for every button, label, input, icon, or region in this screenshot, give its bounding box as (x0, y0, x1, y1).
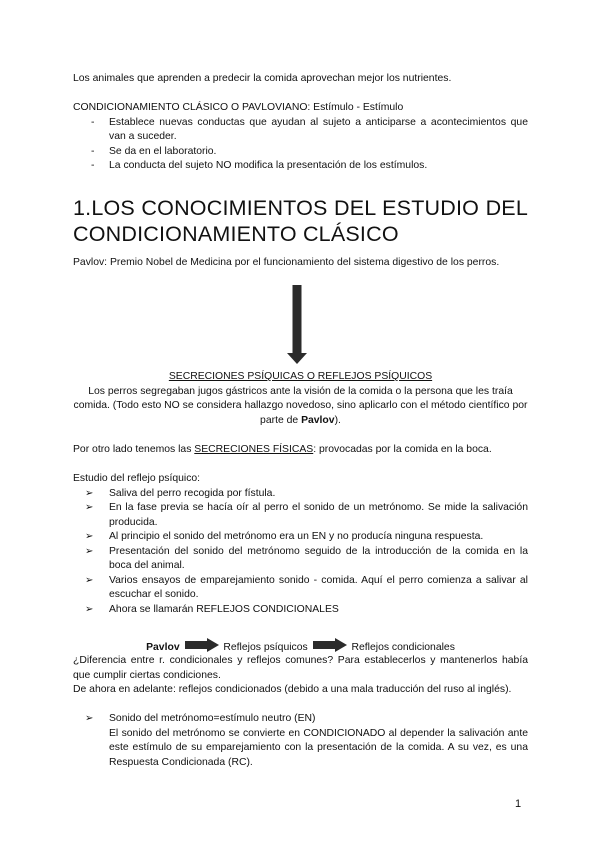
list-item: ➢ Varios ensayos de emparejamiento sonido - comida. Aquí el perro comienza a salivar al escuchar el sonido. (85, 574, 528, 600)
section-title (73, 195, 528, 247)
list-item: ➢ Ahora se llamarán REFLEJOS CONDICIONALES (73, 603, 528, 618)
secretions-section (73, 370, 528, 428)
dash-marker: - (91, 116, 95, 128)
arrow-bullet-icon: ➢ (85, 545, 94, 557)
from-now-text: De ahora en adelante: reflejos condicionados (debido a una mala traducción del ruso al inglés). (73, 684, 512, 695)
flow-psychic-reflexes: Reflejos psíquicos (223, 642, 308, 653)
list-item: - Se da en el laboratorio. (73, 145, 528, 160)
list-item: ➢ Al principio el sonido del metrónomo era un EN y no producía ninguna respuesta. (73, 530, 528, 545)
pavlov-paragraph (73, 256, 528, 271)
neutral-continuation: El sonido del metrónomo se convierte en CONDICIONADO al depender la salivación ante este estímulo de su emparejamiento con la presentación de la comida. A su vez, es una Respuesta Condicionada (RC). (109, 727, 528, 768)
question-paragraph (73, 654, 528, 698)
secretions-heading: SECRECIONES PSÍQUICAS O REFLEJOS PSÍQUICOS (168, 371, 433, 382)
arrow-bullet-icon: ➢ (85, 574, 94, 586)
dash-list (73, 116, 528, 174)
right-arrow-icon (185, 638, 219, 652)
neutral-section (73, 712, 528, 770)
conditioning-section (73, 101, 528, 174)
physical-paragraph (73, 443, 528, 458)
flow-conditional-reflexes: Reflejos condicionales (351, 642, 455, 653)
arrow-bullet-icon: ➢ (85, 603, 94, 615)
down-arrow-icon (287, 285, 307, 365)
intro-paragraph (73, 72, 528, 87)
reflex-study-section (73, 472, 528, 617)
page-title: 1.LOS CONOCIMIENTOS DEL ESTUDIO DEL CONDICIONAMIENTO CLÁSICO (73, 196, 528, 246)
question-text: ¿Diferencia entre r. condicionales y reflejos comunes? Para establecerlos y mantenerlos había que cumplir ciertas condiciones. (73, 655, 528, 681)
flow-pavlov: Pavlov (146, 642, 180, 653)
list-item: ➢ Sonido del metrónomo=estímulo neutro (EN) (73, 712, 528, 727)
neutral-list (73, 712, 528, 727)
flow-line (73, 638, 528, 656)
arrow-bullet-icon: ➢ (85, 502, 94, 513)
arrow-bullet-icon: ➢ (85, 531, 94, 542)
physical-text: Por otro lado tenemos las SECRECIONES FÍSICAS: provocadas por la comida en la boca. (73, 444, 492, 455)
arrow-bullet-icon: ➢ (85, 487, 94, 499)
secretions-text: Los perros segregaban jugos gástricos ante la visión de la comida o la persona que les traía comida. (Todo esto NO se considera hallazgo novedoso, sino aplicarlo con el método científico por parte de Pavlov). (73, 385, 528, 426)
list-item: ➢ Saliva del perro recogida por fístula. (73, 487, 528, 502)
physical-secretions-term: SECRECIONES FÍSICAS (194, 444, 314, 455)
reflex-study-heading: Estudio del reflejo psíquico: (73, 473, 201, 484)
list-item: ➢ En la fase previa se hacía oír al perro el sonido de un metrónomo. Se mide la salivación producida. (85, 502, 528, 528)
pavlov-name: Pavlov (301, 414, 335, 426)
list-item: - La conducta del sujeto NO modifica la presentación de los estímulos. (73, 159, 528, 174)
dash-marker: - (91, 145, 95, 157)
arrow-bullet-icon: ➢ (85, 713, 94, 724)
dash-marker: - (91, 160, 95, 171)
intro-text: Los animales que aprenden a predecir la comida aprovechan mejor los nutrientes. (73, 73, 452, 84)
conditioning-heading: CONDICIONAMIENTO CLÁSICO O PAVLOVIANO: Estímulo - Estímulo (73, 102, 404, 113)
page-number: 1 (515, 798, 522, 810)
pavlov-text: Pavlov: Premio Nobel de Medicina por el funcionamiento del sistema digestivo de los perros. (73, 257, 500, 268)
list-item: ➢ Presentación del sonido del metrónomo seguido de la introducción de la comida en la boca del animal. (85, 545, 528, 571)
right-arrow-icon (313, 638, 347, 652)
arrow-list (73, 487, 528, 618)
list-item: - Establece nuevas conductas que ayudan al sujeto a anticiparse a acontecimientos que van a suceder. (91, 116, 528, 142)
